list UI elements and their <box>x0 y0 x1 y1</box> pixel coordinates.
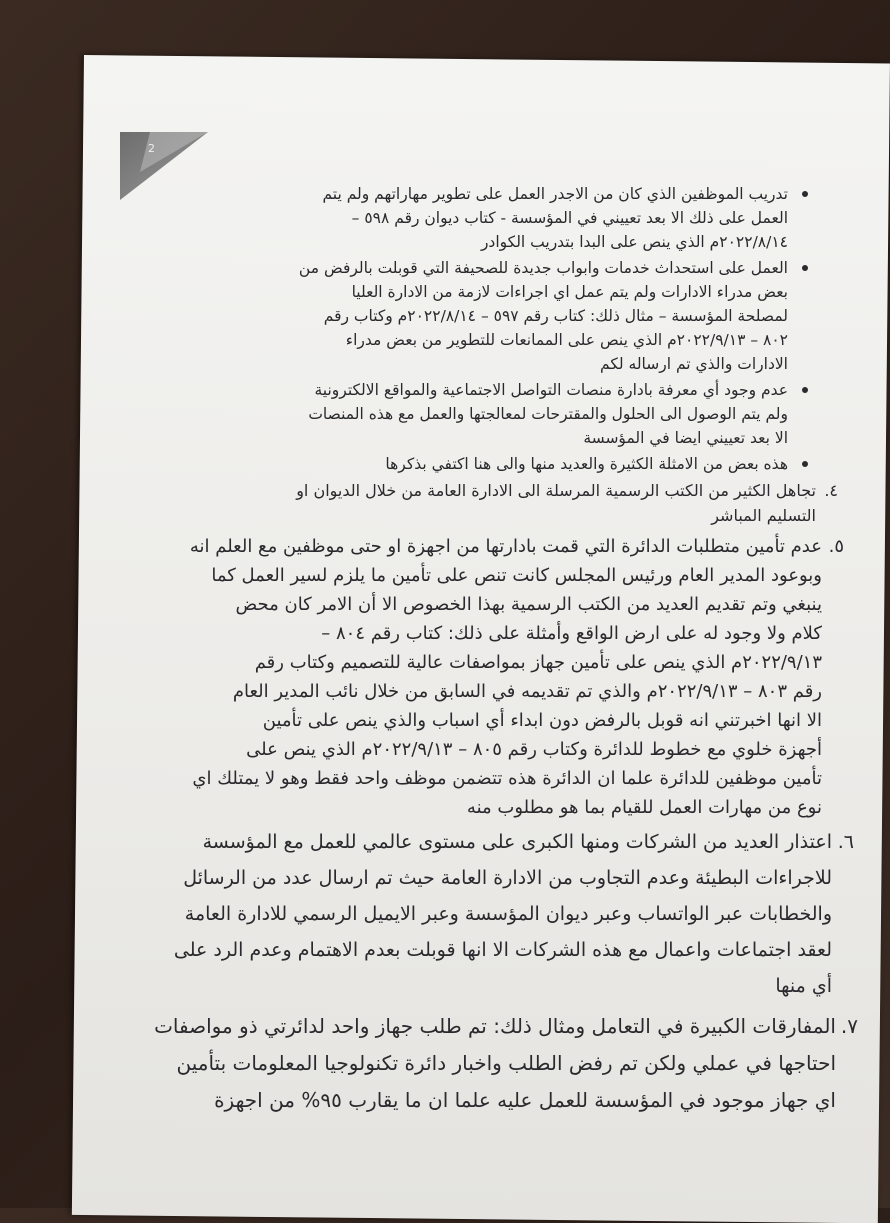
bullet-dot-icon <box>802 191 808 197</box>
numbered-item <box>130 532 844 822</box>
text-line: اي جهاز موجود في المؤسسة للعمل عليه علما ان ما يقارب ٩٥% من اجهزة <box>214 1088 836 1112</box>
text-line: عدم تأمين متطلبات الدائرة التي قمت بادارتها من اجهزة او حتى موظفين مع العلم انه <box>189 536 822 557</box>
numbered-item <box>130 824 854 1004</box>
item-number: ٥. <box>828 536 844 557</box>
text-line: هذه بعض من الامثلة الكثيرة والعديد منها والى هنا اكتفي بذكرها <box>385 455 788 473</box>
text-line: العمل على استحداث خدمات وابواب جديدة للصحيفة التي قوبلت بالرفض من <box>298 259 788 277</box>
bullet-item <box>130 182 810 254</box>
text-line: ٢٠٢٢/٨/١٤م الذي ينص على البدا بتدريب الكوادر <box>480 233 788 251</box>
text-line: التسليم المباشر <box>711 506 816 525</box>
document-body <box>130 182 858 1119</box>
text-line: لعقد اجتماعات واعمال مع هذه الشركات الا انها قوبلت بعدم الاهتمام وعدم الرد على <box>173 939 832 961</box>
text-line: الا بعد تعييني ايضا في المؤسسة <box>583 429 788 447</box>
page-number: 2 <box>148 142 155 155</box>
bullet-dot-icon <box>802 461 808 467</box>
text-line: تدريب الموظفين الذي كان من الاجدر العمل على تطوير مهاراتهم ولم يتم <box>322 185 788 203</box>
text-line: أجهزة خلوي مع خطوط للدائرة وكتاب رقم ٨٠٥ – ٢٠٢٢/٩/١٣م الذي ينص على <box>246 739 822 760</box>
text-line: ٨٠٢ – ٢٠٢٢/٩/١٣م الذي ينص على الممانعات للتطوير من بعض مدراء <box>345 331 788 349</box>
item-number: ٤. <box>824 481 838 500</box>
numbered-item <box>130 1008 858 1119</box>
text-line: ٢٠٢٢/٩/١٣م الذي ينص على تأمين جهاز بمواصفات عالية للتصميم وكتاب رقم <box>254 652 822 673</box>
item-number: ٧. <box>840 1014 858 1038</box>
text-line: ينبغي وتم تقديم العديد من الكتب الرسمية بهذا الخصوص الا أن الامر كان محض <box>235 594 822 615</box>
text-line: تأمين موظفين للدائرة علما ان الدائرة هذه تتضمن موظف واحد فقط وهو لا يمتلك اي <box>192 768 822 789</box>
text-line: تجاهل الكثير من الكتب الرسمية المرسلة الى الادارة العامة من خلال الديوان او <box>296 481 816 500</box>
numbered-list <box>130 478 858 1119</box>
text-line: للاجراءات البطيئة وعدم التجاوب من الادارة العامة حيث تم ارسال عدد من الرسائل <box>183 867 832 889</box>
text-line: اعتذار العديد من الشركات ومنها الكبرى على مستوى عالمي للعمل مع المؤسسة <box>202 831 832 853</box>
item-number: ٦. <box>837 831 854 853</box>
bullet-item <box>130 452 810 476</box>
text-line: احتاجها في عملي ولكن تم رفض الطلب واخبار دائرة تكنولوجيا المعلومات بتأمين <box>176 1051 836 1075</box>
text-line: رقم ٨٠٣ – ٢٠٢٢/٩/١٣م والذي تم تقديمه في السابق من خلال نائب المدير العام <box>232 681 822 702</box>
text-line: الا انها اخبرتني انه قوبل بالرفض دون ابداء أي اسباب والذي ينص على تأمين <box>262 710 822 731</box>
text-line: والخطابات عبر الواتساب وعبر ديوان المؤسسة وعبر الايميل الرسمي للادارة العامة <box>184 903 832 925</box>
text-line: عدم وجود أي معرفة بادارة منصات التواصل الاجتماعية والمواقع الالكترونية <box>314 381 788 399</box>
text-line: كلام ولا وجود له على ارض الواقع وأمثلة على ذلك: كتاب رقم ٨٠٤ – <box>321 623 822 644</box>
bullet-item <box>130 378 810 450</box>
text-line: بعض مدراء الادارات ولم يتم عمل اي اجراءات لازمة من الادارة العليا <box>351 283 788 301</box>
text-line: الادارات والذي تم ارساله لكم <box>600 355 788 373</box>
text-line: المفارقات الكبيرة في التعامل ومثال ذلك: تم طلب جهاز واحد لدائرتي ذو مواصفات <box>154 1014 836 1038</box>
bullet-dot-icon <box>802 265 808 271</box>
bullet-list <box>130 182 810 476</box>
numbered-item <box>130 478 838 528</box>
text-line: لمصلحة المؤسسة – مثال ذلك: كتاب رقم ٥٩٧ – ٢٠٢٢/٨/١٤م وكتاب رقم <box>323 307 788 325</box>
bullet-dot-icon <box>802 387 808 393</box>
text-line: ولم يتم الوصول الى الحلول والمقترحات لمعالجتها والعمل مع هذه المنصات <box>308 405 788 423</box>
text-line: أي منها <box>775 975 832 997</box>
bullet-item <box>130 256 810 376</box>
text-line: العمل على ذلك الا بعد تعييني في المؤسسة - كتاب ديوان رقم ٥٩٨ – <box>351 209 788 227</box>
text-line: نوع من مهارات العمل للقيام بما هو مطلوب منه <box>466 797 822 818</box>
text-line: وبوعود المدير العام ورئيس المجلس كانت تنص على تأمين ما يلزم لسير العمل كما <box>211 565 822 586</box>
